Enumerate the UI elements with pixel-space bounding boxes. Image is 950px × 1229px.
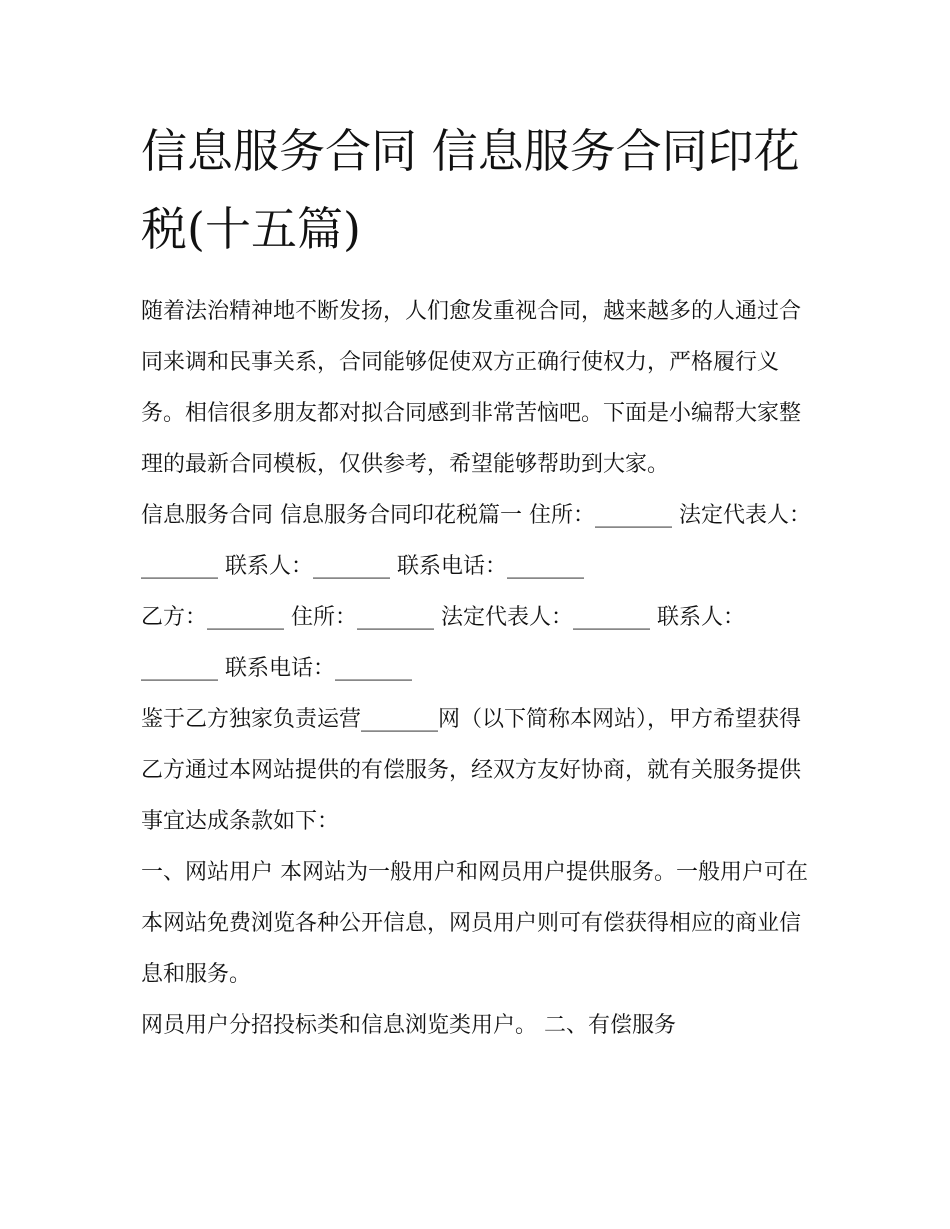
- preamble-paragraph: 鉴于乙方独家负责运营_______网（以下简称本网站），甲方希望获得乙方通过本网站提供的有偿服务，经双方友好协商，就有关服务提供事宜达成条款如下：: [141, 707, 802, 834]
- intro-paragraph: 随着法治精神地不断发扬，人们愈发重视合同，越来越多的人通过合同来调和民事关系，合同能够促使双方正确行使权力，严格履行义务。相信很多朋友都对拟合同感到非常苦恼吧。下面是小编帮大家整理的最新合同模板，仅供参考，希望能够帮助到大家。: [141, 299, 802, 477]
- document-body: [141, 286, 821, 1051]
- section-one-paragraph: 一、网站用户 本网站为一般用户和网员用户提供服务。一般用户可在本网站免费浏览各种公开信息，网员用户则可有偿获得相应的商业信息和服务。: [141, 860, 808, 987]
- document-title: 信息服务合同 信息服务合同印花税(十五篇): [141, 124, 800, 256]
- party-b-info-paragraph: 乙方：_______ 住所：_______ 法定代表人：_______ 联系人：_______ 联系电话：_______: [141, 605, 745, 681]
- party-a-info-paragraph: 信息服务合同 信息服务合同印花税篇一 住所：_______ 法定代表人：_______ 联系人：_______ 联系电话：_______: [141, 503, 811, 579]
- document-content: [141, 112, 821, 1051]
- section-two-paragraph: 网员用户分招投标类和信息浏览类用户。 二、有偿服务: [141, 1013, 676, 1038]
